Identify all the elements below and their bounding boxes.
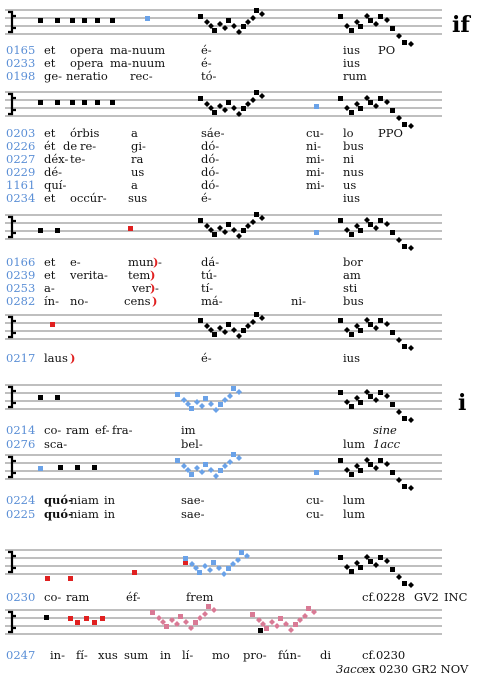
neume-diamond bbox=[231, 327, 237, 333]
neume-square bbox=[368, 18, 373, 23]
neume-square bbox=[55, 395, 60, 400]
neume-square bbox=[390, 470, 395, 475]
neume-square bbox=[38, 228, 43, 233]
neume-diamond bbox=[384, 558, 390, 564]
neume-diamond bbox=[373, 325, 379, 331]
neume-square bbox=[239, 550, 244, 555]
neume-square bbox=[358, 228, 363, 233]
neume-square bbox=[100, 616, 105, 621]
neume-square bbox=[231, 386, 236, 391]
neume-square bbox=[82, 18, 87, 23]
neume-square bbox=[390, 330, 395, 335]
neume-square bbox=[218, 468, 223, 473]
neume-square bbox=[358, 400, 363, 405]
neume-diamond bbox=[408, 41, 414, 47]
neume-diamond bbox=[408, 582, 414, 588]
neume-square bbox=[378, 390, 383, 395]
neume-diamond bbox=[199, 403, 205, 409]
neume-square bbox=[349, 404, 354, 409]
neume-diamond bbox=[396, 409, 402, 415]
neume-diamond bbox=[288, 627, 294, 633]
neume-square bbox=[75, 620, 80, 625]
neume-square bbox=[368, 222, 373, 227]
neume-diamond bbox=[408, 485, 414, 491]
neume-square bbox=[378, 218, 383, 223]
neume-diamond bbox=[194, 399, 200, 405]
neume-square bbox=[58, 465, 63, 470]
neume-square bbox=[212, 110, 217, 115]
neume-diamond bbox=[207, 567, 213, 573]
neume-diamond bbox=[194, 465, 200, 471]
neume-square bbox=[314, 104, 319, 109]
neume-square bbox=[231, 452, 236, 457]
neume-square bbox=[110, 18, 115, 23]
neume-square bbox=[241, 106, 246, 111]
neume-square bbox=[390, 230, 395, 235]
neume-diamond bbox=[384, 393, 390, 399]
neume-square bbox=[226, 100, 231, 105]
neume-square bbox=[258, 628, 263, 633]
neume-diamond bbox=[250, 319, 256, 325]
neume-square bbox=[198, 14, 203, 19]
neume-diamond bbox=[408, 417, 414, 423]
clef-icon bbox=[8, 552, 16, 572]
neume-square bbox=[132, 570, 137, 575]
neume-square bbox=[306, 606, 311, 611]
chant-page: if i 0165 et opera ma- nuum é- ius PO 0233 et opera ma- nuum é- ius 0198 ge- neratio rec- tó- rum 0203 et órbis a sáe- cu- lo PPO 0226 ét de re- gi- dó- ni- bus 0227 déx- te- ra dó- mi- ni 0229 dé- us dó- mi- nus 1161 quí- a dó- mi- us 0234 et occúr- sus é- ius 0166 et e- mun ) - dá- bor 0239 et verita- tem ) tú- am 0253 a- ver ) - tí- sti 0282 ín- no- cens ) má- ni- bus 0217 laus ) é- ius 0214 co- ram ef- fra- im sine 0276 sca- bel- lum 1acc 0224 quó- niam in sae- cu- lum 0225 quó- niam in sae- cu- lum 0230 co- ram éf- frem cf.0228 GV2 INC 0247 in- fí- xus sum in lí- mo pro- fún- di cf.0230 3acc ex 0230 GR2 NOV bbox=[0, 0, 500, 681]
neume-square bbox=[378, 458, 383, 463]
neume-diamond bbox=[202, 611, 208, 617]
neume-diamond bbox=[204, 223, 210, 229]
neume-square bbox=[44, 615, 49, 620]
neume-square bbox=[198, 96, 203, 101]
neume-square bbox=[50, 322, 55, 327]
neume-diamond bbox=[231, 227, 237, 233]
neume-diamond bbox=[250, 15, 256, 21]
clef-icon bbox=[8, 612, 16, 632]
neume-square bbox=[358, 565, 363, 570]
neume-diamond bbox=[199, 469, 205, 475]
neume-square bbox=[226, 222, 231, 227]
neume-diamond bbox=[236, 233, 242, 239]
neume-diamond bbox=[236, 455, 242, 461]
neume-square bbox=[241, 328, 246, 333]
neume-square bbox=[241, 24, 246, 29]
neume-square bbox=[378, 96, 383, 101]
neume-square bbox=[390, 567, 395, 572]
neume-diamond bbox=[204, 19, 210, 25]
neume-diamond bbox=[384, 321, 390, 327]
neume-square bbox=[55, 18, 60, 23]
neume-square bbox=[226, 322, 231, 327]
neume-diamond bbox=[202, 563, 208, 569]
neume-square bbox=[338, 318, 343, 323]
neume-square bbox=[68, 616, 73, 621]
neume-square bbox=[241, 228, 246, 233]
neume-square bbox=[75, 465, 80, 470]
neume-diamond bbox=[259, 93, 265, 99]
neume-square bbox=[368, 100, 373, 105]
neume-square bbox=[212, 28, 217, 33]
neume-square bbox=[55, 228, 60, 233]
neume-diamond bbox=[373, 397, 379, 403]
neume-diamond bbox=[217, 225, 223, 231]
neume-square bbox=[349, 472, 354, 477]
neume-square bbox=[378, 555, 383, 560]
neume-square bbox=[45, 576, 50, 581]
neume-square bbox=[349, 569, 354, 574]
neume-square bbox=[145, 16, 150, 21]
neume-diamond bbox=[373, 562, 379, 568]
neume-diamond bbox=[269, 619, 275, 625]
neume-diamond bbox=[396, 574, 402, 580]
neume-square bbox=[38, 466, 43, 471]
neume-square bbox=[178, 614, 183, 619]
neume-diamond bbox=[213, 407, 219, 413]
neume-diamond bbox=[208, 401, 214, 407]
neume-diamond bbox=[222, 329, 228, 335]
neume-square bbox=[212, 332, 217, 337]
neume-square bbox=[314, 230, 319, 235]
neume-diamond bbox=[222, 229, 228, 235]
neume-diamond bbox=[250, 219, 256, 225]
neume-square bbox=[390, 108, 395, 113]
neume-diamond bbox=[183, 619, 189, 625]
clef-icon bbox=[8, 12, 16, 32]
neume-square bbox=[314, 470, 319, 475]
neume-square bbox=[70, 18, 75, 23]
neume-square bbox=[338, 96, 343, 101]
neume-diamond bbox=[227, 459, 233, 465]
neume-square bbox=[183, 556, 188, 561]
neume-diamond bbox=[259, 315, 265, 321]
neume-square bbox=[110, 100, 115, 105]
neume-square bbox=[368, 559, 373, 564]
neume-square bbox=[250, 612, 255, 617]
neume-square bbox=[358, 468, 363, 473]
neume-square bbox=[198, 218, 203, 223]
marker-i: i bbox=[458, 390, 467, 416]
neume-square bbox=[95, 18, 100, 23]
neume-square bbox=[203, 396, 208, 401]
neume-square bbox=[368, 394, 373, 399]
neume-diamond bbox=[259, 215, 265, 221]
neume-diamond bbox=[373, 225, 379, 231]
neume-square bbox=[92, 465, 97, 470]
neume-diamond bbox=[396, 477, 402, 483]
neume-square bbox=[402, 244, 407, 249]
clef-icon bbox=[8, 217, 16, 237]
neume-square bbox=[212, 232, 217, 237]
neume-square bbox=[226, 566, 231, 571]
neume-diamond bbox=[396, 337, 402, 343]
neume-square bbox=[278, 616, 283, 621]
neume-diamond bbox=[396, 237, 402, 243]
neume-square bbox=[70, 100, 75, 105]
neume-diamond bbox=[217, 325, 223, 331]
neume-diamond bbox=[211, 607, 217, 613]
neume-square bbox=[198, 318, 203, 323]
neume-square bbox=[218, 402, 223, 407]
neume-square bbox=[338, 555, 343, 560]
neume-square bbox=[349, 332, 354, 337]
neume-square bbox=[189, 472, 194, 477]
neume-diamond bbox=[208, 467, 214, 473]
neume-diamond bbox=[227, 393, 233, 399]
neume-diamond bbox=[181, 397, 187, 403]
neume-square bbox=[92, 620, 97, 625]
neume-square bbox=[254, 312, 259, 317]
neume-square bbox=[193, 620, 198, 625]
neume-square bbox=[378, 14, 383, 19]
neume-square bbox=[390, 26, 395, 31]
neume-square bbox=[402, 344, 407, 349]
neume-square bbox=[82, 100, 87, 105]
neume-square bbox=[38, 100, 43, 105]
neume-diamond bbox=[384, 221, 390, 227]
neume-diamond bbox=[408, 123, 414, 129]
neume-square bbox=[349, 232, 354, 237]
neume-square bbox=[402, 581, 407, 586]
neume-square bbox=[349, 28, 354, 33]
neume-square bbox=[38, 395, 43, 400]
neume-square bbox=[390, 402, 395, 407]
neume-square bbox=[68, 576, 73, 581]
neume-diamond bbox=[156, 615, 162, 621]
neume-square bbox=[206, 604, 211, 609]
neume-diamond bbox=[213, 473, 219, 479]
neume-square bbox=[189, 406, 194, 411]
neume-square bbox=[264, 626, 269, 631]
neume-square bbox=[95, 100, 100, 105]
neume-square bbox=[358, 24, 363, 29]
neume-square bbox=[254, 90, 259, 95]
neume-square bbox=[293, 622, 298, 627]
clef-icon bbox=[8, 387, 16, 407]
clef-icon bbox=[8, 94, 16, 114]
neume-square bbox=[150, 610, 155, 615]
neume-square bbox=[338, 458, 343, 463]
neume-diamond bbox=[231, 105, 237, 111]
neume-diamond bbox=[204, 323, 210, 329]
neume-diamond bbox=[384, 461, 390, 467]
neume-square bbox=[197, 570, 202, 575]
neume-square bbox=[402, 416, 407, 421]
neume-square bbox=[226, 18, 231, 23]
neume-square bbox=[368, 462, 373, 467]
neume-square bbox=[338, 218, 343, 223]
neume-square bbox=[55, 100, 60, 105]
neume-square bbox=[254, 8, 259, 13]
neume-square bbox=[175, 458, 180, 463]
neume-square bbox=[338, 14, 343, 19]
neume-diamond bbox=[408, 245, 414, 251]
neume-diamond bbox=[259, 11, 265, 17]
neume-square bbox=[368, 322, 373, 327]
neume-square bbox=[38, 18, 43, 23]
neume-diamond bbox=[221, 571, 227, 577]
neume-diamond bbox=[204, 101, 210, 107]
neume-diamond bbox=[408, 345, 414, 351]
neume-square bbox=[402, 484, 407, 489]
neume-square bbox=[338, 390, 343, 395]
neume-diamond bbox=[236, 389, 242, 395]
neume-diamond bbox=[250, 97, 256, 103]
clef-icon bbox=[8, 457, 16, 477]
neume-square bbox=[84, 616, 89, 621]
neume-square bbox=[378, 318, 383, 323]
neume-diamond bbox=[181, 463, 187, 469]
neume-square bbox=[203, 462, 208, 467]
marker-if: if bbox=[452, 12, 470, 38]
neume-square bbox=[128, 226, 133, 231]
neume-square bbox=[211, 560, 216, 565]
neume-square bbox=[164, 624, 169, 629]
clef-icon bbox=[8, 317, 16, 337]
neume-square bbox=[402, 40, 407, 45]
neume-square bbox=[349, 110, 354, 115]
neume-diamond bbox=[236, 333, 242, 339]
neume-square bbox=[175, 392, 180, 397]
neume-square bbox=[358, 106, 363, 111]
neume-diamond bbox=[274, 623, 280, 629]
neume-square bbox=[358, 328, 363, 333]
neume-diamond bbox=[231, 23, 237, 29]
neume-square bbox=[254, 212, 259, 217]
neume-diamond bbox=[373, 465, 379, 471]
